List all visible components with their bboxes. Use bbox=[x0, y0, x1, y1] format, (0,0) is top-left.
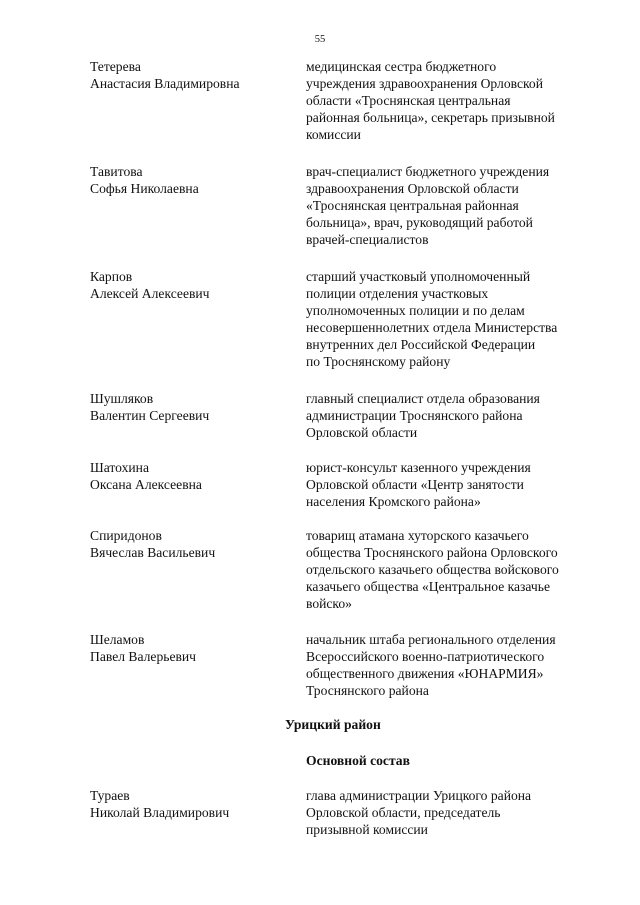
position-line: общественного движения «ЮНАРМИЯ» bbox=[306, 666, 544, 681]
member-surname: Тетерева bbox=[90, 59, 141, 74]
position-line: товарищ атамана хуторского казачьего bbox=[306, 528, 529, 543]
position-line: медицинская сестра бюджетного bbox=[306, 59, 497, 74]
member-position bbox=[306, 268, 586, 370]
position-line: войско» bbox=[306, 596, 352, 611]
position-line: Орловской области, председатель bbox=[306, 805, 501, 820]
position-line: главный специалист отдела образования bbox=[306, 391, 540, 406]
position-line: «Троснянская центральная районная bbox=[306, 198, 519, 213]
position-line: населения Кромского района» bbox=[306, 494, 481, 509]
member-position bbox=[306, 390, 586, 441]
member-given-names: Павел Валерьевич bbox=[90, 649, 197, 664]
member-position bbox=[306, 459, 586, 510]
position-line: комиссии bbox=[306, 127, 361, 142]
member-given-names: Оксана Алексеевна bbox=[90, 477, 202, 492]
member-name bbox=[90, 390, 290, 424]
position-line: уполномоченных полиции и по делам bbox=[306, 303, 525, 318]
position-line: здравоохранения Орловской области bbox=[306, 181, 519, 196]
position-line: Всероссийского военно-патриотического bbox=[306, 649, 545, 664]
position-line: Троснянского района bbox=[306, 683, 429, 698]
member-surname: Шатохина bbox=[90, 460, 149, 475]
member-name bbox=[90, 459, 290, 493]
member-surname: Тураев bbox=[90, 788, 130, 803]
member-name bbox=[90, 163, 290, 197]
position-line: Орловской области «Центр занятости bbox=[306, 477, 524, 492]
member-position bbox=[306, 787, 586, 838]
position-line: по Троснянскому району bbox=[306, 354, 451, 369]
position-line: учреждения здравоохранения Орловской bbox=[306, 76, 543, 91]
member-surname: Спиридонов bbox=[90, 528, 162, 543]
position-line: врачей-специалистов bbox=[306, 232, 429, 247]
position-line: казачьего общества «Центральное казачье bbox=[306, 579, 550, 594]
member-name bbox=[90, 268, 290, 302]
position-line: старший участковый уполномоченный bbox=[306, 269, 531, 284]
member-given-names: Анастасия Владимировна bbox=[90, 76, 240, 91]
position-line: врач-специалист бюджетного учреждения bbox=[306, 164, 550, 179]
member-given-names: Николай Владимирович bbox=[90, 805, 230, 820]
composition-heading: Основной состав bbox=[306, 753, 410, 768]
member-surname: Шеламов bbox=[90, 632, 145, 647]
position-line: Орловской области bbox=[306, 425, 418, 440]
member-name bbox=[90, 787, 290, 821]
position-line: призывной комиссии bbox=[306, 822, 428, 837]
position-line: начальник штаба регионального отделения bbox=[306, 632, 556, 647]
member-name bbox=[90, 58, 290, 92]
member-given-names: Алексей Алексеевич bbox=[90, 286, 210, 301]
member-given-names: Софья Николаевна bbox=[90, 181, 199, 196]
position-line: области «Троснянская центральная bbox=[306, 93, 511, 108]
member-position bbox=[306, 631, 586, 699]
member-given-names: Вячеслав Васильевич bbox=[90, 545, 216, 560]
member-surname: Шушляков bbox=[90, 391, 154, 406]
member-name bbox=[90, 527, 290, 561]
position-line: внутренних дел Российской Федерации bbox=[306, 337, 536, 352]
position-line: районная больница», секретарь призывной bbox=[306, 110, 555, 125]
position-line: общества Троснянского района Орловского bbox=[306, 545, 558, 560]
position-line: несовершеннолетних отдела Министерства bbox=[306, 320, 558, 335]
member-surname: Карпов bbox=[90, 269, 133, 284]
position-line: юрист-консульт казенного учреждения bbox=[306, 460, 531, 475]
district-heading: Урицкий район bbox=[285, 717, 381, 732]
member-position bbox=[306, 163, 586, 248]
page-number: 55 bbox=[314, 34, 326, 45]
member-surname: Тавитова bbox=[90, 164, 143, 179]
member-position bbox=[306, 58, 586, 143]
position-line: полиции отделения участковых bbox=[306, 286, 489, 301]
member-name bbox=[90, 631, 290, 665]
position-line: глава администрации Урицкого района bbox=[306, 788, 532, 803]
member-position bbox=[306, 527, 586, 612]
position-line: больница», врач, руководящий работой bbox=[306, 215, 533, 230]
position-line: отдельского казачьего общества войскового bbox=[306, 562, 559, 577]
position-line: администрации Троснянского района bbox=[306, 408, 523, 423]
member-given-names: Валентин Сергеевич bbox=[90, 408, 210, 423]
